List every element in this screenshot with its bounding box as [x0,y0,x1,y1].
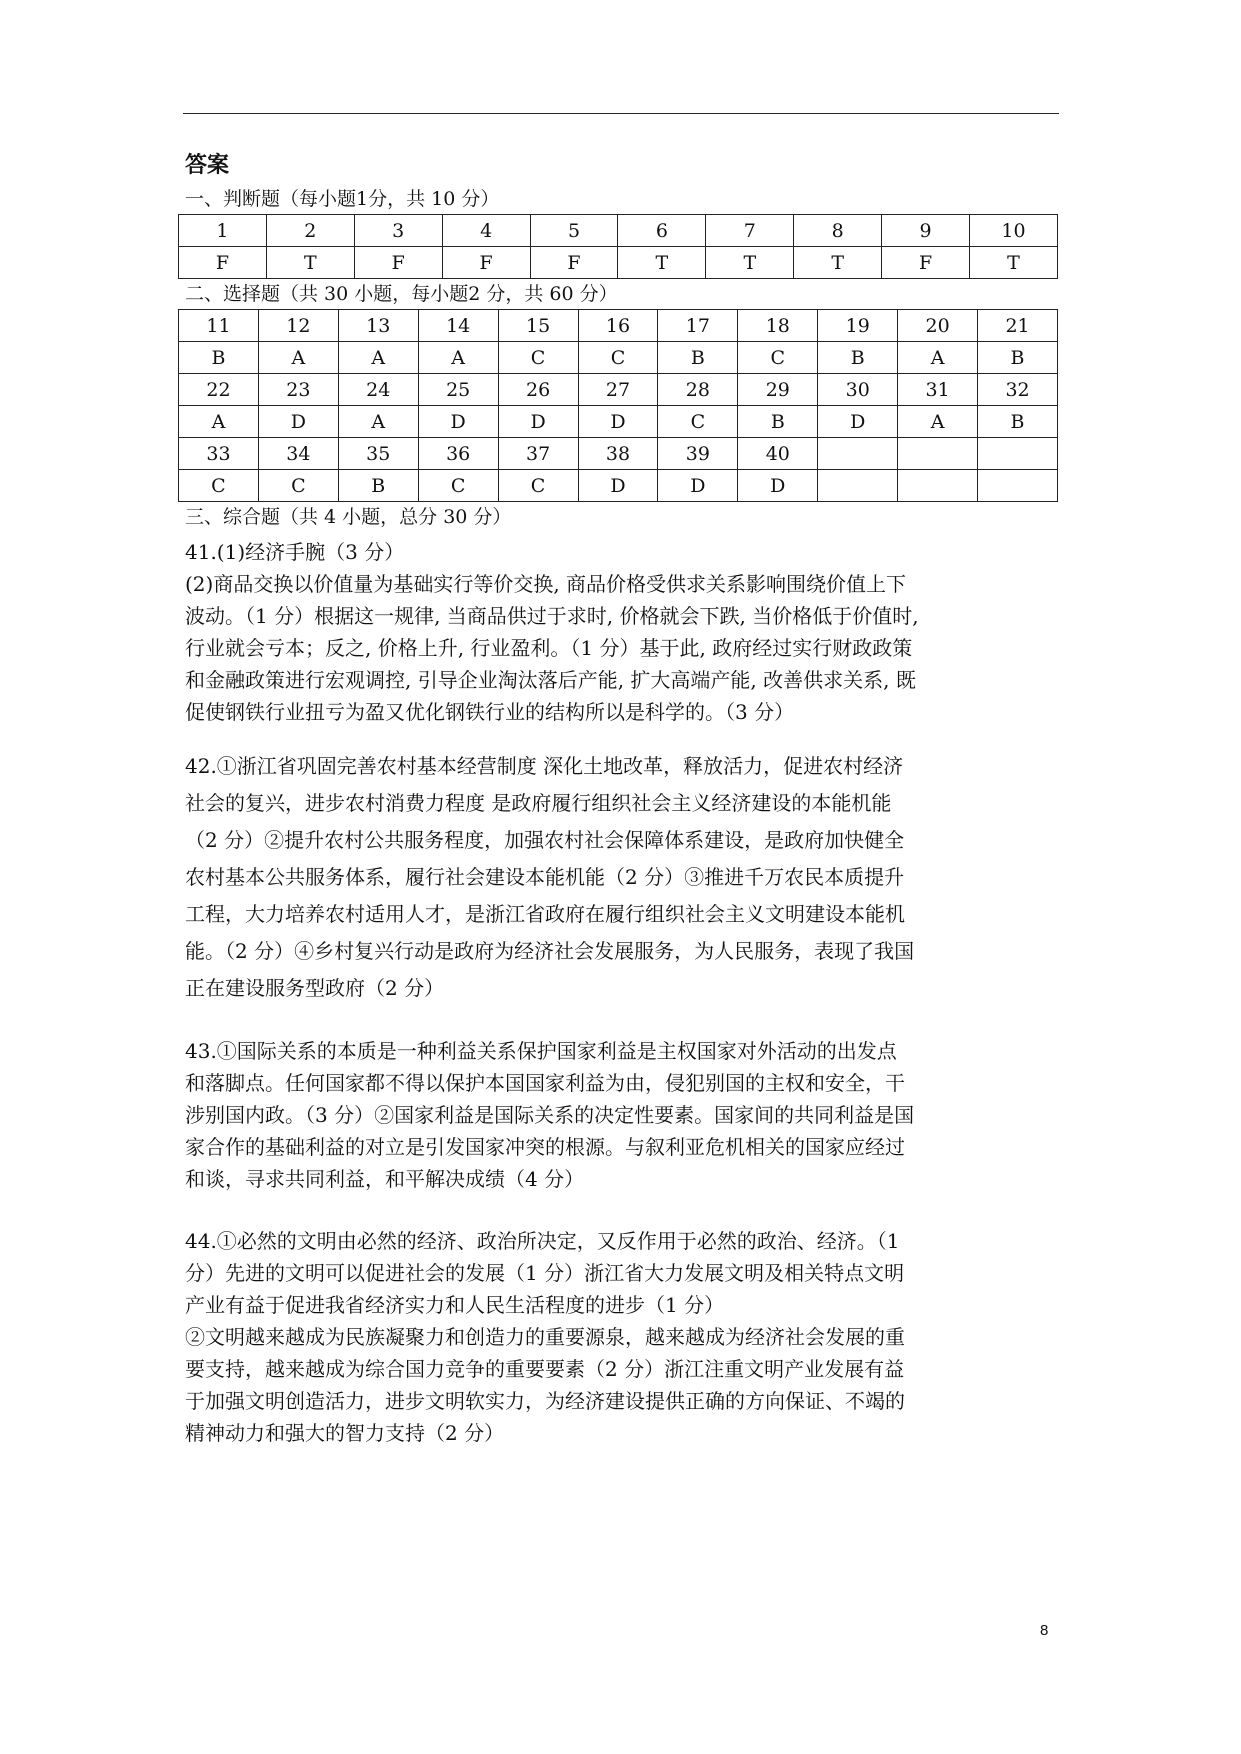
table-cell [898,470,978,502]
text-line: 产业有益于促进我省经济实力和人民生活程度的进步（1 分） [185,1293,725,1317]
table-row [179,374,1058,406]
table-cell [978,438,1058,470]
table-cell: 25 [418,374,498,406]
table-cell: D [578,470,658,502]
text-line: 精神动力和强大的智力支持（2 分） [185,1421,505,1445]
table-row [179,438,1058,470]
table-cell: C [738,342,818,374]
table-cell: A [898,342,978,374]
answer-cell: T [706,247,794,279]
table-cell: C [498,342,578,374]
table-row [179,406,1058,438]
text-line: 波动。（1 分）根据这一规律, 当商品供过于求时, 价格就会下跌, 当价格低于价值时, [185,604,919,628]
table-cell: B [738,406,818,438]
table-cell: D [818,406,898,438]
answer-content [185,148,1085,1449]
question-41 [185,536,1085,728]
table-cell: 17 [658,310,738,342]
table-row [179,470,1058,502]
answer-cell: T [794,247,882,279]
text-line: （2 分）②提升农村公共服务程度，加强农村社会保障体系建设，是政府加快健全 [185,828,905,852]
table-cell: 12 [258,310,338,342]
question-number: 6 [618,215,706,247]
text-line: 要支持，越来越成为综合国力竞争的重要要素（2 分）浙江注重文明产业发展有益 [185,1357,905,1381]
text-line: 和金融政策进行宏观调控, 引导企业淘汰落后产能, 扩大高端产能, 改善供求关系, 既 [185,668,916,692]
table-cell: 40 [738,438,818,470]
question-number: 2 [266,215,354,247]
table-cell: 15 [498,310,578,342]
table-cell: 24 [338,374,418,406]
table-cell: B [179,342,259,374]
table-cell: 11 [179,310,259,342]
table-cell: C [658,406,738,438]
answer-cell: F [179,247,267,279]
table-cell: 31 [898,374,978,406]
table-row [179,247,1058,279]
text-line: 41.(1)经济手腕（3 分） [185,540,405,564]
table-cell: C [418,470,498,502]
table-cell: 39 [658,438,738,470]
question-43 [185,1035,1085,1195]
true-false-table [178,214,1058,279]
table-row [179,215,1058,247]
table-cell: C [578,342,658,374]
table-cell: 32 [978,374,1058,406]
table-cell: A [258,342,338,374]
table-cell [818,470,898,502]
answer-cell: T [970,247,1058,279]
table-cell: D [418,406,498,438]
table-cell: A [338,406,418,438]
table-cell: A [338,342,418,374]
table-cell: 20 [898,310,978,342]
table-cell: D [578,406,658,438]
table-cell: 19 [818,310,898,342]
text-line: 和谈，寻求共同利益，和平解决成绩（4 分） [185,1167,585,1191]
table-cell: 16 [578,310,658,342]
table-cell: 18 [738,310,818,342]
text-line: 涉别国内政。（3 分）②国家利益是国际关系的决定性要素。国家间的共同利益是国 [185,1103,915,1127]
answer-cell: F [882,247,970,279]
table-cell: A [898,406,978,438]
table-cell: 37 [498,438,578,470]
text-line: 44.①必然的文明由必然的经济、政治所决定，又反作用于必然的政治、经济。（1 [185,1229,900,1253]
table-cell: D [258,406,338,438]
answer-cell: T [266,247,354,279]
table-cell: 30 [818,374,898,406]
text-line: ②文明越来越成为民族凝聚力和创造力的重要源泉，越来越成为经济社会发展的重 [185,1325,905,1349]
question-number: 3 [354,215,442,247]
table-cell: C [179,470,259,502]
header-rule [183,113,1059,114]
table-cell: B [338,470,418,502]
multiple-choice-table [178,309,1058,502]
text-line: 43.①国际关系的本质是一种利益关系保护国家利益是主权国家对外活动的出发点 [185,1039,897,1063]
answer-cell: F [442,247,530,279]
table-row [179,342,1058,374]
table-cell: 34 [258,438,338,470]
text-line: 于加强文明创造活力，进步文明软实力，为经济建设提供正确的方向保证、不竭的 [185,1389,905,1413]
table-cell: A [418,342,498,374]
table-cell: 21 [978,310,1058,342]
answer-cell: T [618,247,706,279]
question-42 [185,748,1085,1007]
table-cell: D [658,470,738,502]
text-line: 正在建设服务型政府（2 分） [185,976,445,1000]
question-number: 9 [882,215,970,247]
text-line: 工程，大力培养农村适用人才，是浙江省政府在履行组织社会主义文明建设本能机 [185,902,905,926]
section2-heading: 二、选择题（共 30 小题，每小题2 分，共 60 分） [185,283,618,305]
table-cell: 27 [578,374,658,406]
table-cell: B [658,342,738,374]
table-cell: B [978,342,1058,374]
section3-heading: 三、综合题（共 4 小题，总分 30 分） [185,506,512,528]
table-cell: 28 [658,374,738,406]
table-cell [978,470,1058,502]
table-cell: C [258,470,338,502]
table-cell: B [978,406,1058,438]
question-number: 7 [706,215,794,247]
text-line: 42.①浙江省巩固完善农村基本经营制度 深化土地改革，释放活力，促进农村经济 [185,754,904,778]
table-cell: 36 [418,438,498,470]
table-cell: 38 [578,438,658,470]
table-cell: 14 [418,310,498,342]
text-line: 促使钢铁行业扭亏为盈又优化钢铁行业的结构所以是科学的。（3 分） [185,700,795,724]
table-cell: A [179,406,259,438]
question-number: 4 [442,215,530,247]
text-line: 社会的复兴，进步农村消费力程度 是政府履行组织社会主义经济建设的本能机能 [185,791,892,815]
text-line: (2)商品交换以价值量为基础实行等价交换, 商品价格受供求关系影响围绕价值上下 [185,572,907,596]
table-cell: 13 [338,310,418,342]
text-line: 和落脚点。任何国家都不得以保护本国国家利益为由，侵犯别国的主权和安全，干 [185,1071,905,1095]
table-cell: B [818,342,898,374]
text-line: 行业就会亏本；反之, 价格上升, 行业盈利。（1 分）基于此, 政府经过实行财政政策 [185,636,913,660]
table-cell: 26 [498,374,578,406]
table-cell: 22 [179,374,259,406]
table-cell: D [738,470,818,502]
text-line: 能。（2 分）④乡村复兴行动是政府为经济社会发展服务，为人民服务，表现了我国 [185,939,915,963]
table-row [179,310,1058,342]
question-number: 1 [179,215,267,247]
page-number: 8 [1040,1622,1049,1639]
question-number: 10 [970,215,1058,247]
question-44 [185,1225,1085,1449]
answer-cell: F [354,247,442,279]
table-cell: C [498,470,578,502]
table-cell [898,438,978,470]
table-cell: D [498,406,578,438]
question-number: 8 [794,215,882,247]
question-number: 5 [530,215,618,247]
text-line: 农村基本公共服务体系，履行社会建设本能机能（2 分）③推进千万农民本质提升 [185,865,905,889]
text-line: 家合作的基础利益的对立是引发国家冲突的根源。与叙利亚危机相关的国家应经过 [185,1135,905,1159]
table-cell [818,438,898,470]
table-cell: 33 [179,438,259,470]
table-cell: 23 [258,374,338,406]
answer-cell: F [530,247,618,279]
table-cell: 29 [738,374,818,406]
table-cell: 35 [338,438,418,470]
answer-title: 答案 [185,153,230,178]
section1-heading: 一、判断题（每小题1分，共 10 分） [185,188,500,210]
text-line: 分）先进的文明可以促进社会的发展（1 分）浙江省大力发展文明及相关特点文明 [185,1261,905,1285]
